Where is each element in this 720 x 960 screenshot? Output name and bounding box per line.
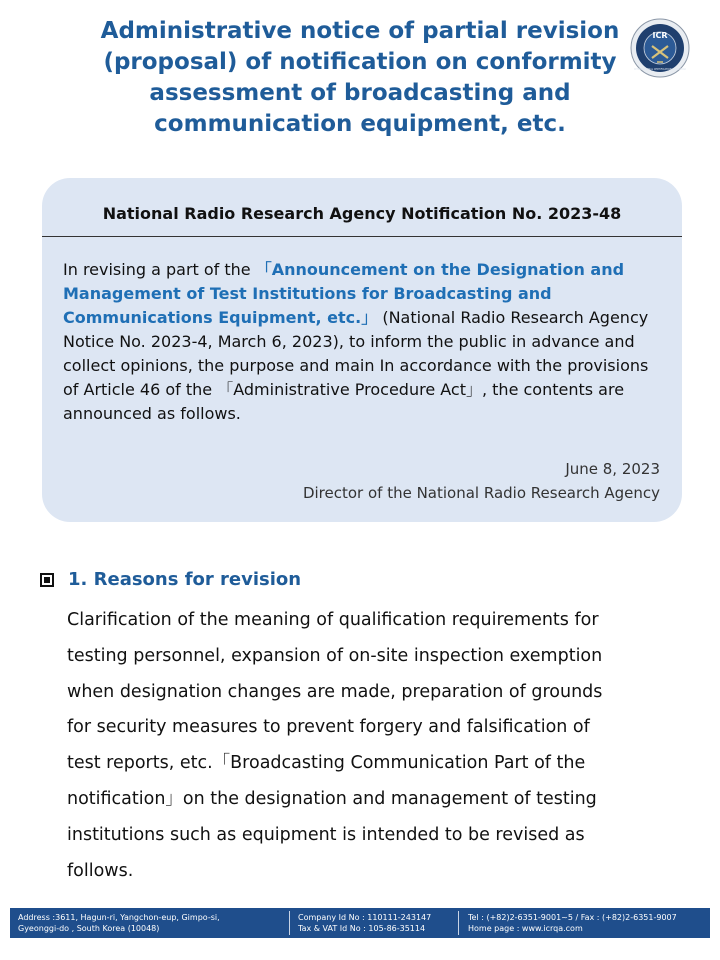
section-line: follows.	[67, 860, 134, 881]
section-line: when designation changes are made, preparation of grounds	[67, 681, 603, 702]
title-line: communication equipment, etc.	[154, 111, 566, 137]
title-line: assessment of broadcasting and	[149, 80, 571, 106]
footer-separator	[458, 911, 459, 935]
logo-subtext: INTERNATIONAL CERTIFICATION REGISTRAR	[633, 68, 687, 71]
section-line: test reports, etc.「Broadcasting Communication Part of the	[67, 753, 586, 774]
footer-ids	[298, 912, 431, 934]
footer-contact	[468, 912, 677, 934]
tax-id: Tax & VAT Id No : 105-86-35114	[298, 924, 426, 933]
icr-logo	[630, 18, 690, 78]
document-title	[80, 16, 640, 140]
footer-separator	[289, 911, 290, 935]
section-body	[67, 603, 667, 889]
section-title: 1. Reasons for revision	[68, 569, 302, 590]
footer	[10, 908, 710, 938]
notice-body-prefix: In revising a part of the	[63, 260, 256, 279]
footer-address-line: Gyeonggi-do , South Korea (10048)	[18, 924, 160, 933]
title-line: Administrative notice of partial revision	[100, 18, 620, 44]
footer-address	[18, 912, 220, 934]
notice-card	[42, 178, 682, 522]
footer-address-line: Address :3611, Hagun-ri, Yangchon-eup, Gimpo-si,	[18, 913, 220, 922]
section-line: Clarification of the meaning of qualification requirements for	[67, 610, 599, 630]
section-bullet-icon	[40, 573, 54, 587]
section-line: notification」on the designation and management of testing	[67, 788, 597, 809]
phone-fax: Tel : (+82)2-6351-9001~5 / Fax : (+82)2-6351-9007	[468, 913, 677, 922]
section-line: testing personnel, expansion of on-site inspection exemption	[67, 645, 603, 666]
company-id: Company Id No : 110111-243147	[298, 913, 432, 922]
divider	[42, 236, 682, 237]
section-line: institutions such as equipment is intended to be revised as	[67, 824, 585, 845]
notice-body	[63, 258, 663, 426]
notice-signatory: Director of the National Radio Research Agency	[302, 484, 660, 502]
section-line: for security measures to prevent forgery and falsification of	[67, 717, 590, 738]
logo-text: ICR	[652, 31, 668, 40]
homepage-link[interactable]: Home page : www.icrqa.com	[468, 924, 583, 933]
notice-date: June 8, 2023	[565, 460, 660, 478]
title-line: (proposal) of notification on conformity	[103, 49, 617, 75]
notice-heading: National Radio Research Agency Notification No. 2023-48	[102, 204, 622, 223]
notice-body-suffix: (National Radio Research Agency Notice No. 2023-4, March 6, 2023), to inform the public in advance and collect opinions, the purpose and main In accordance with the provisions of Article 46 of the 「Administrative Procedure Act」, the contents are announced as follows.	[63, 308, 649, 423]
announcement-title: 「Announcement on the Designation and Management of Test Institutions for Broadcasting and Communications Equipment, etc.」	[63, 260, 625, 327]
